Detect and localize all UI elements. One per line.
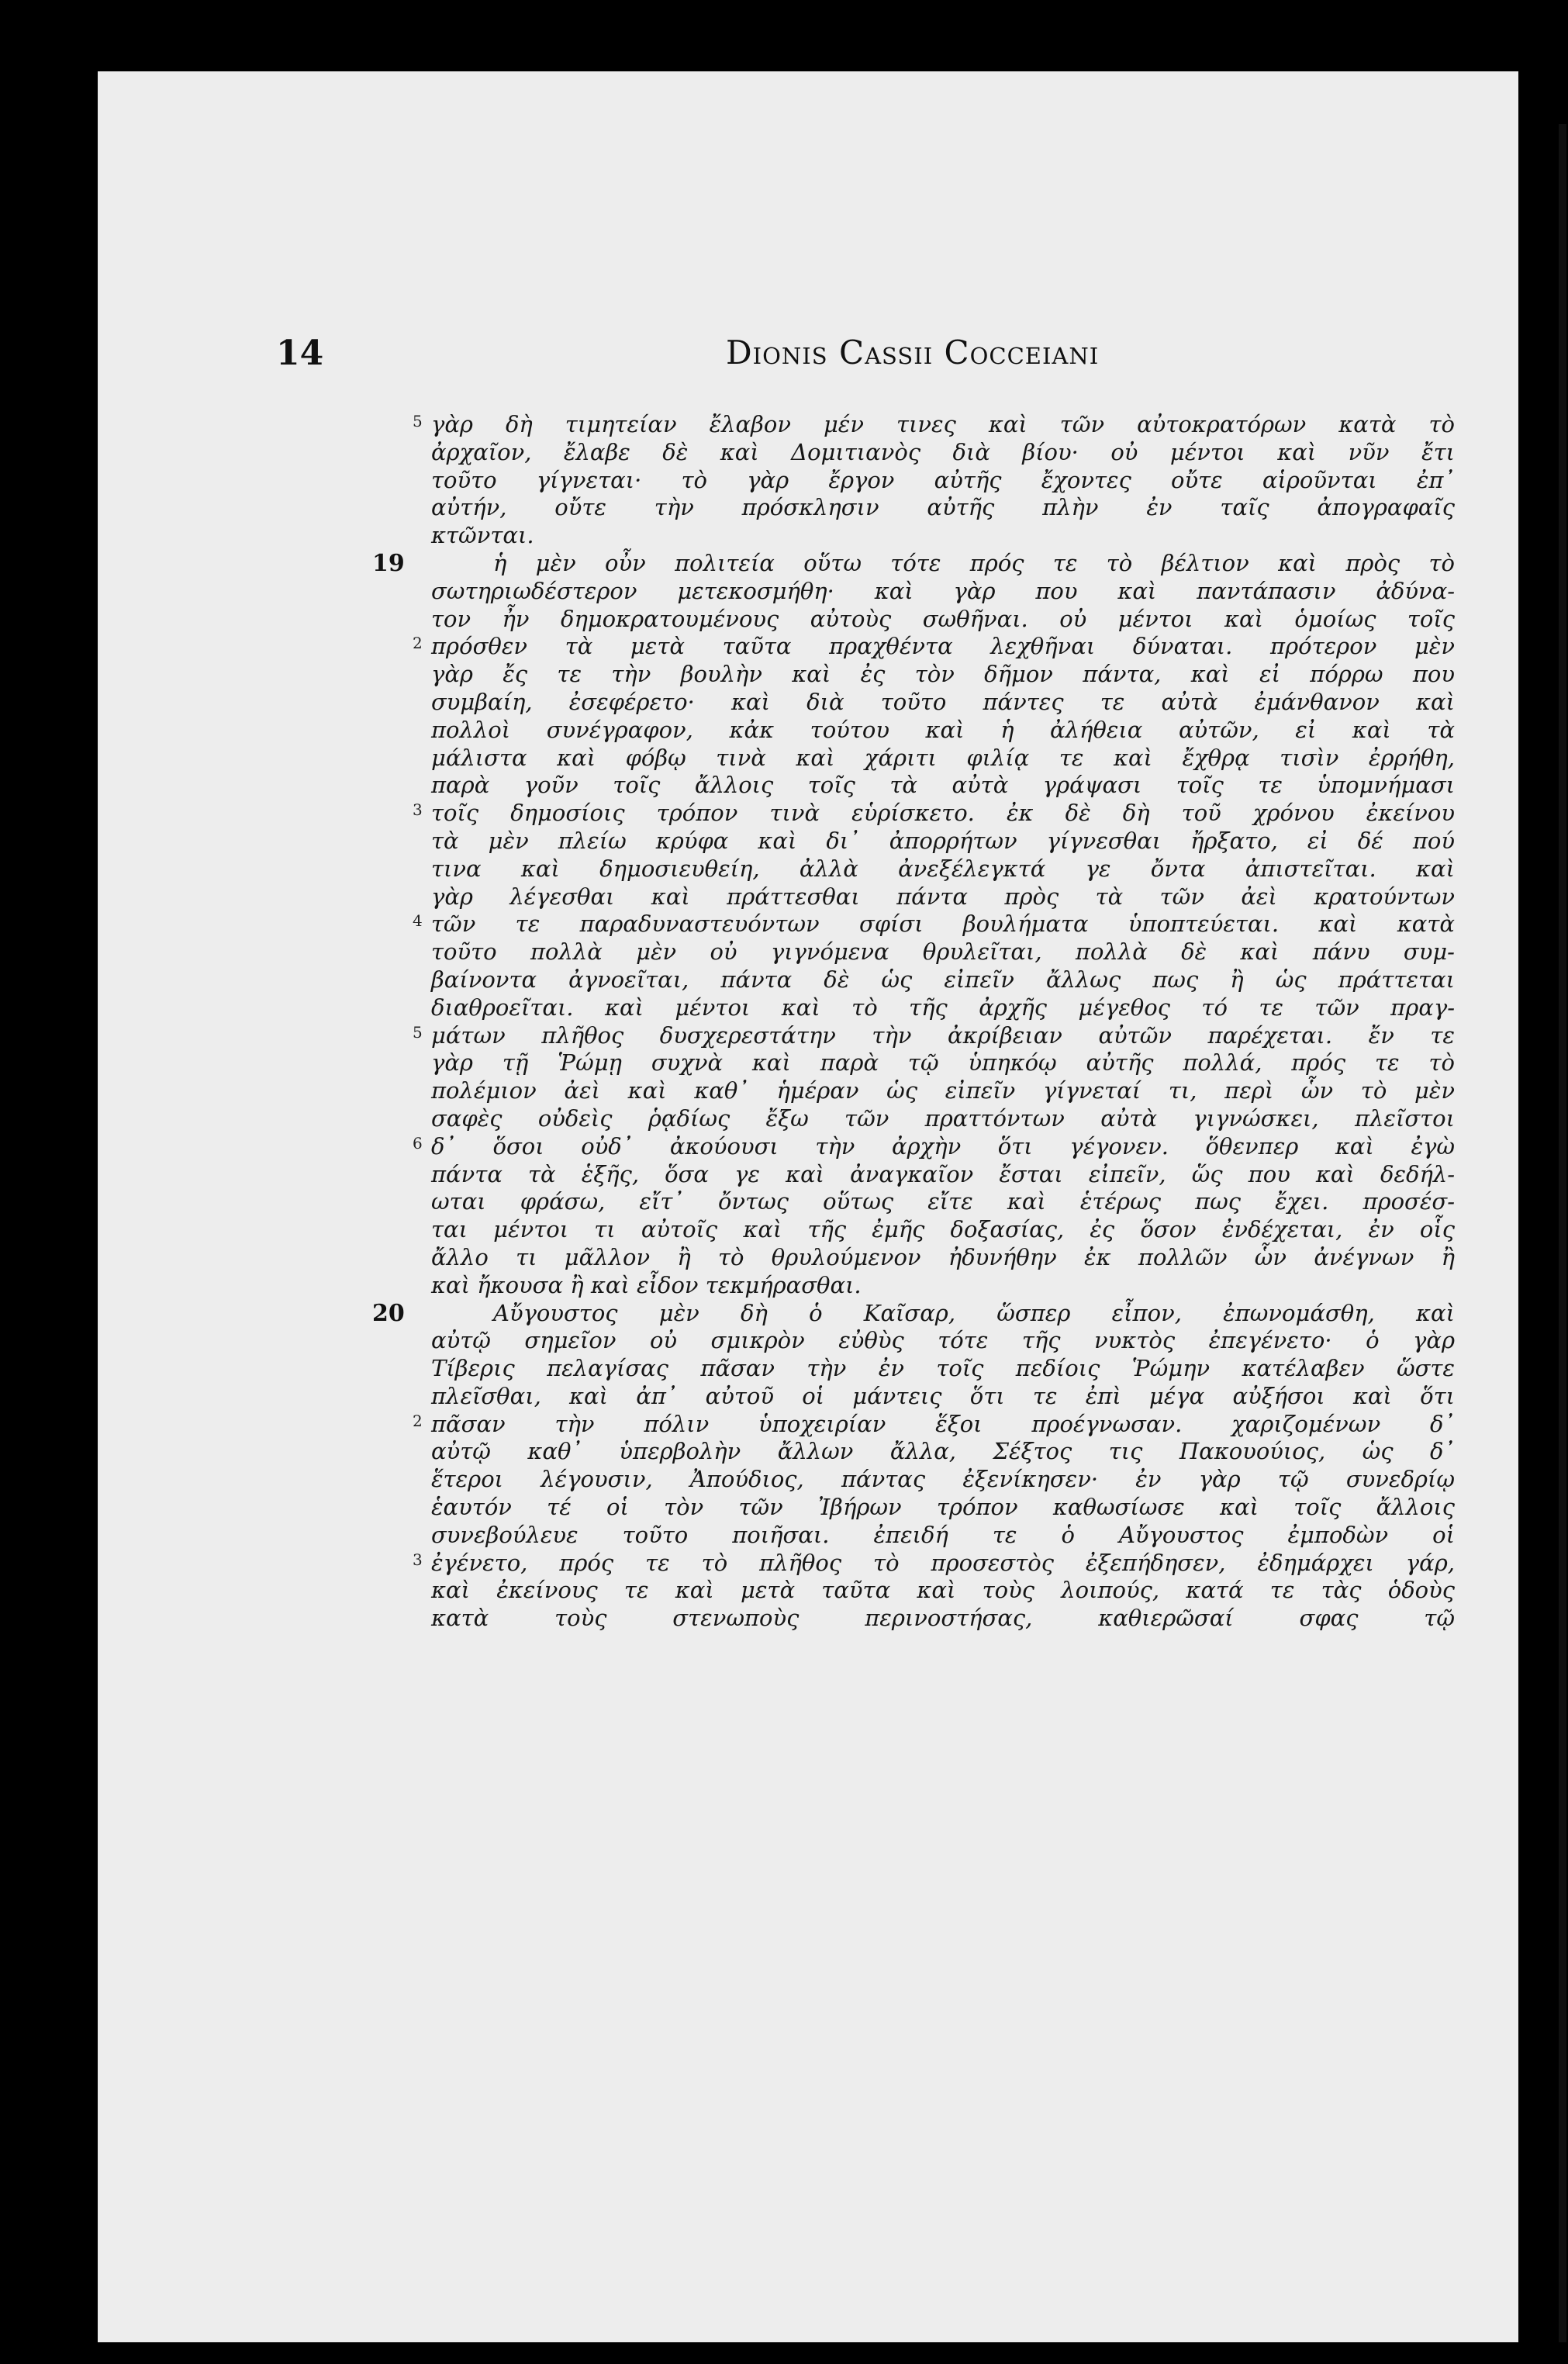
- text-line: [431, 1466, 1455, 1494]
- text-line: [431, 1077, 1455, 1105]
- text-line: [431, 855, 1455, 883]
- text-line: [413, 1549, 1455, 1578]
- section-number: 6: [413, 1133, 423, 1153]
- line-text: συμβαίη, ἐσεφέρετο· καὶ διὰ τοῦτο πάντες τε αὐτὰ ἐμάνθανον καὶ: [431, 688, 1455, 715]
- text-line: [431, 1161, 1455, 1189]
- section-number: 3: [413, 1550, 423, 1569]
- text-line: [431, 1383, 1455, 1411]
- text-line: [431, 1105, 1455, 1133]
- line-text: βαίνοντα ἀγνοεῖται, πάντα δὲ ὡς εἰπεῖν ἄλλως πως ἢ ὡς πράττεται: [431, 966, 1455, 993]
- text-line: [431, 1494, 1455, 1522]
- line-text: ωται φράσω, εἴτ᾿ ὄντως οὕτως εἴτε καὶ ἑτέρως πως ἔχει. προσέσ-: [431, 1188, 1455, 1215]
- line-text: πολλοὶ συνέγραφον, κἀκ τούτου καὶ ἡ ἀλήθεια αὐτῶν, εἰ καὶ τὰ: [431, 716, 1455, 743]
- section-number: 5: [413, 1022, 423, 1042]
- text-line: [431, 966, 1455, 994]
- text-block: [372, 411, 1455, 1633]
- section-number: 3: [413, 800, 423, 820]
- text-line: [431, 883, 1455, 911]
- line-text: τοῦτο πολλὰ μὲν οὐ γιγνόμενα θρυλεῖται, πολλὰ δὲ καὶ πάνυ συμ-: [431, 938, 1455, 966]
- page-header: [276, 334, 1455, 380]
- text-line: [431, 578, 1455, 606]
- line-text: πολέμιον ἀεὶ καὶ καθ᾿ ἡμέραν ὡς εἰπεῖν γίγνεταί τι, περὶ ὧν τὸ μὲν: [431, 1077, 1455, 1104]
- line-text: κατὰ τοὺς στενωποὺς περινοστήσας, καθιερῶσαί σφας τῷ: [431, 1605, 1455, 1632]
- line-text: αὐτῷ καθ᾿ ὑπερβολὴν ἄλλων ἄλλα, Σέξτος τις Πακουούιος, ὡς δ᾿: [431, 1438, 1455, 1465]
- text-line: [431, 606, 1455, 634]
- line-text: τοῖς δημοσίοις τρόπον τινὰ εὑρίσκετο. ἐκ δὲ δὴ τοῦ χρόνου ἐκείνου: [431, 800, 1455, 827]
- text-line: [413, 411, 1455, 439]
- section-number: 2: [413, 1411, 423, 1430]
- line-text: ἕτεροι λέγουσιν, Ἀπούδιος, πάντας ἐξενίκησεν· ἐν γὰρ τῷ συνεδρίῳ: [431, 1466, 1455, 1493]
- text-line: [431, 1272, 1455, 1300]
- text-line: [431, 1188, 1455, 1216]
- line-text: καὶ ἤκουσα ἢ καὶ εἶδον τεκμήρασθαι.: [431, 1271, 862, 1298]
- text-line: [431, 689, 1455, 717]
- line-text: ἀρχαῖον, ἔλαβε δὲ καὶ Δομιτιανὸς διὰ βίου· οὐ μέντοι καὶ νῦν ἔτι: [431, 438, 1455, 465]
- line-text: σωτηριωδέστερον μετεκοσμήθη· καὶ γὰρ που καὶ παντάπασιν ἀδύνα-: [431, 577, 1455, 604]
- line-text: γὰρ δὴ τιμητείαν ἔλαβον μέν τινες καὶ τῶν αὐτοκρατόρων κατὰ τὸ: [431, 411, 1455, 437]
- line-text: Αὔγουστος μὲν δὴ ὁ Καῖσαρ, ὥσπερ εἶπον, ἐπωνομάσθη, καὶ: [493, 1299, 1455, 1326]
- line-text: ἡ μὲν οὖν πολιτεία οὕτω τότε πρός τε τὸ βέλτιον καὶ πρὸς τὸ: [493, 549, 1455, 576]
- line-text: ἑαυτόν τέ οἱ τὸν τῶν Ἰβήρων τρόπον καθωσίωσε καὶ τοῖς ἄλλοις: [431, 1494, 1455, 1521]
- line-text: κτῶνται.: [431, 522, 534, 549]
- text-line: [431, 1605, 1455, 1633]
- text-line: [431, 1438, 1455, 1466]
- line-text: αὐτῷ σημεῖον οὐ σμικρὸν εὐθὺς τότε τῆς νυκτὸς ἐπεγένετο· ὁ γὰρ: [431, 1327, 1455, 1354]
- line-text: γὰρ ἔς τε τὴν βουλὴν καὶ ἐς τὸν δῆμον πάντα, καὶ εἰ πόρρω που: [431, 661, 1455, 688]
- text-line: [431, 1577, 1455, 1605]
- text-line: [431, 439, 1455, 467]
- line-text: συνεβούλευε τοῦτο ποιῆσαι. ἐπειδή τε ὁ Αὔγουστος ἐμποδὼν οἱ: [431, 1521, 1455, 1548]
- line-text: γὰρ τῇ Ῥώμῃ συχνὰ καὶ παρὰ τῷ ὑπηκόῳ αὐτῆς πολλά, πρός τε τὸ: [431, 1049, 1455, 1077]
- line-text: μάλιστα καὶ φόβῳ τινὰ καὶ χάριτι φιλίᾳ τε καὶ ἔχθρᾳ τισὶν ἐρρήθη,: [431, 744, 1455, 771]
- running-head: Dionis Cassii Cocceiani: [726, 334, 1100, 372]
- scan-edge-rule: [1559, 124, 1566, 2342]
- text-line: [431, 772, 1455, 800]
- line-text: πρόσθεν τὰ μετὰ ταῦτα πραχθέντα λεχθῆναι δύναται. πρότερον μὲν: [431, 633, 1455, 660]
- line-text: διαθροεῖται. καὶ μέντοι καὶ τὸ τῆς ἀρχῆς μέγεθος τό τε τῶν πραγ-: [431, 994, 1455, 1021]
- line-text: αὐτήν, οὔτε τὴν πρόσκλησιν αὐτῆς πλὴν ἐν ταῖς ἀπογραφαῖς: [431, 494, 1455, 521]
- chapter-number: 19: [372, 549, 405, 577]
- text-line: [431, 745, 1455, 772]
- text-line: [431, 717, 1455, 745]
- text-line: [431, 522, 1455, 550]
- line-text: παρὰ γοῦν τοῖς ἄλλοις τοῖς τὰ αὐτὰ γράψασι τοῖς τε ὑπομνήμασι: [431, 772, 1455, 799]
- text-line: [431, 938, 1455, 966]
- section-number: 4: [413, 911, 423, 931]
- chapter-number: 20: [372, 1299, 405, 1327]
- line-text: τὰ μὲν πλείω κρύφα καὶ δι᾿ ἀπορρήτων γίγνεσθαι ἤρξατο, εἰ δέ πού: [431, 827, 1455, 854]
- line-text: γὰρ λέγεσθαι καὶ πράττεσθαι πάντα πρὸς τὰ τῶν ἀεὶ κρατούντων: [431, 883, 1455, 910]
- text-line: [431, 661, 1455, 689]
- line-text: τῶν τε παραδυναστευόντων σφίσι βουλήματα ὑποπτεύεται. καὶ κατὰ: [431, 911, 1455, 938]
- text-line: [413, 911, 1455, 938]
- text-line: [431, 1244, 1455, 1272]
- text-line: [413, 800, 1455, 828]
- text-line: [431, 467, 1455, 495]
- line-text: πάντα τὰ ἑξῆς, ὅσα γε καὶ ἀναγκαῖον ἔσται εἰπεῖν, ὥς που καὶ δεδήλ-: [431, 1160, 1455, 1187]
- text-line: [431, 1355, 1455, 1383]
- line-text: καὶ ἐκείνους τε καὶ μετὰ ταῦτα καὶ τοὺς λοιπούς, κατά τε τὰς ὁδοὺς: [431, 1577, 1455, 1604]
- text-line: [413, 633, 1455, 661]
- text-line: [431, 1327, 1455, 1355]
- text-line: [431, 1522, 1455, 1550]
- text-line: [431, 1216, 1455, 1244]
- line-text: μάτων πλῆθος δυσχερεστάτην τὴν ἀκρίβειαν αὐτῶν παρέχεται. ἔν τε: [431, 1021, 1455, 1049]
- text-line: [431, 828, 1455, 855]
- section-number: 2: [413, 634, 423, 653]
- text-line: [413, 1021, 1455, 1050]
- line-text: τινα καὶ δημοσιευθείη, ἀλλὰ ἀνεξέλεγκτά γε ὄντα ἀπιστεῖται. καὶ: [431, 855, 1455, 882]
- line-text: Τίβερις πελαγίσας πᾶσαν τὴν ἐν τοῖς πεδίοις Ῥώμην κατέλαβεν ὥστε: [431, 1355, 1455, 1382]
- text-line: [413, 1410, 1455, 1439]
- line-text: ται μέντοι τι αὐτοῖς καὶ τῆς ἐμῆς δοξασίας, ἐς ὅσον ἐνδέχεται, ἐν οἷς: [431, 1216, 1455, 1243]
- text-line: [431, 994, 1455, 1022]
- line-text: τον ἦν δημοκρατουμένους αὐτοὺς σωθῆναι. οὐ μέντοι καὶ ὁμοίως τοῖς: [431, 605, 1455, 632]
- line-text: ἐγένετο, πρός τε τὸ πλῆθος τὸ προσεστὸς ἐξεπήδησεν, ἐδημάρχει γάρ,: [431, 1549, 1455, 1576]
- line-text: σαφὲς οὐδεὶς ῥᾳδίως ἔξω τῶν πραττόντων αὐτὰ γιγνώσκει, πλεῖστοι: [431, 1104, 1455, 1132]
- line-text: τοῦτο γίγνεται· τὸ γὰρ ἔργον αὐτῆς ἔχοντες οὔτε αἱροῦνται ἐπ᾿: [431, 466, 1455, 493]
- line-text: ἄλλο τι μᾶλλον ἢ τὸ θρυλούμενον ἠδυνήθην ἐκ πολλῶν ὧν ἀνέγνων ἢ: [431, 1243, 1455, 1270]
- text-line: [372, 1299, 1455, 1328]
- text-line: [413, 1132, 1455, 1161]
- text-line: [431, 494, 1455, 522]
- text-line: [372, 549, 1455, 578]
- section-number: 5: [413, 412, 423, 430]
- line-text: πᾶσαν τὴν πόλιν ὑποχειρίαν ἕξοι προέγνωσαν. χαριζομένων δ᾿: [431, 1410, 1455, 1437]
- line-text: δ᾿ ὅσοι οὐδ᾿ ἀκούουσι τὴν ἀρχὴν ὅτι γέγονεν. ὅθενπερ καὶ ἐγὼ: [431, 1132, 1455, 1160]
- page-number: 14: [276, 334, 324, 373]
- text-line: [431, 1049, 1455, 1077]
- line-text: πλεῖσθαι, καὶ ἀπ᾿ αὐτοῦ οἱ μάντεις ὅτι τε ἐπὶ μέγα αὐξήσοι καὶ ὅτι: [431, 1382, 1455, 1409]
